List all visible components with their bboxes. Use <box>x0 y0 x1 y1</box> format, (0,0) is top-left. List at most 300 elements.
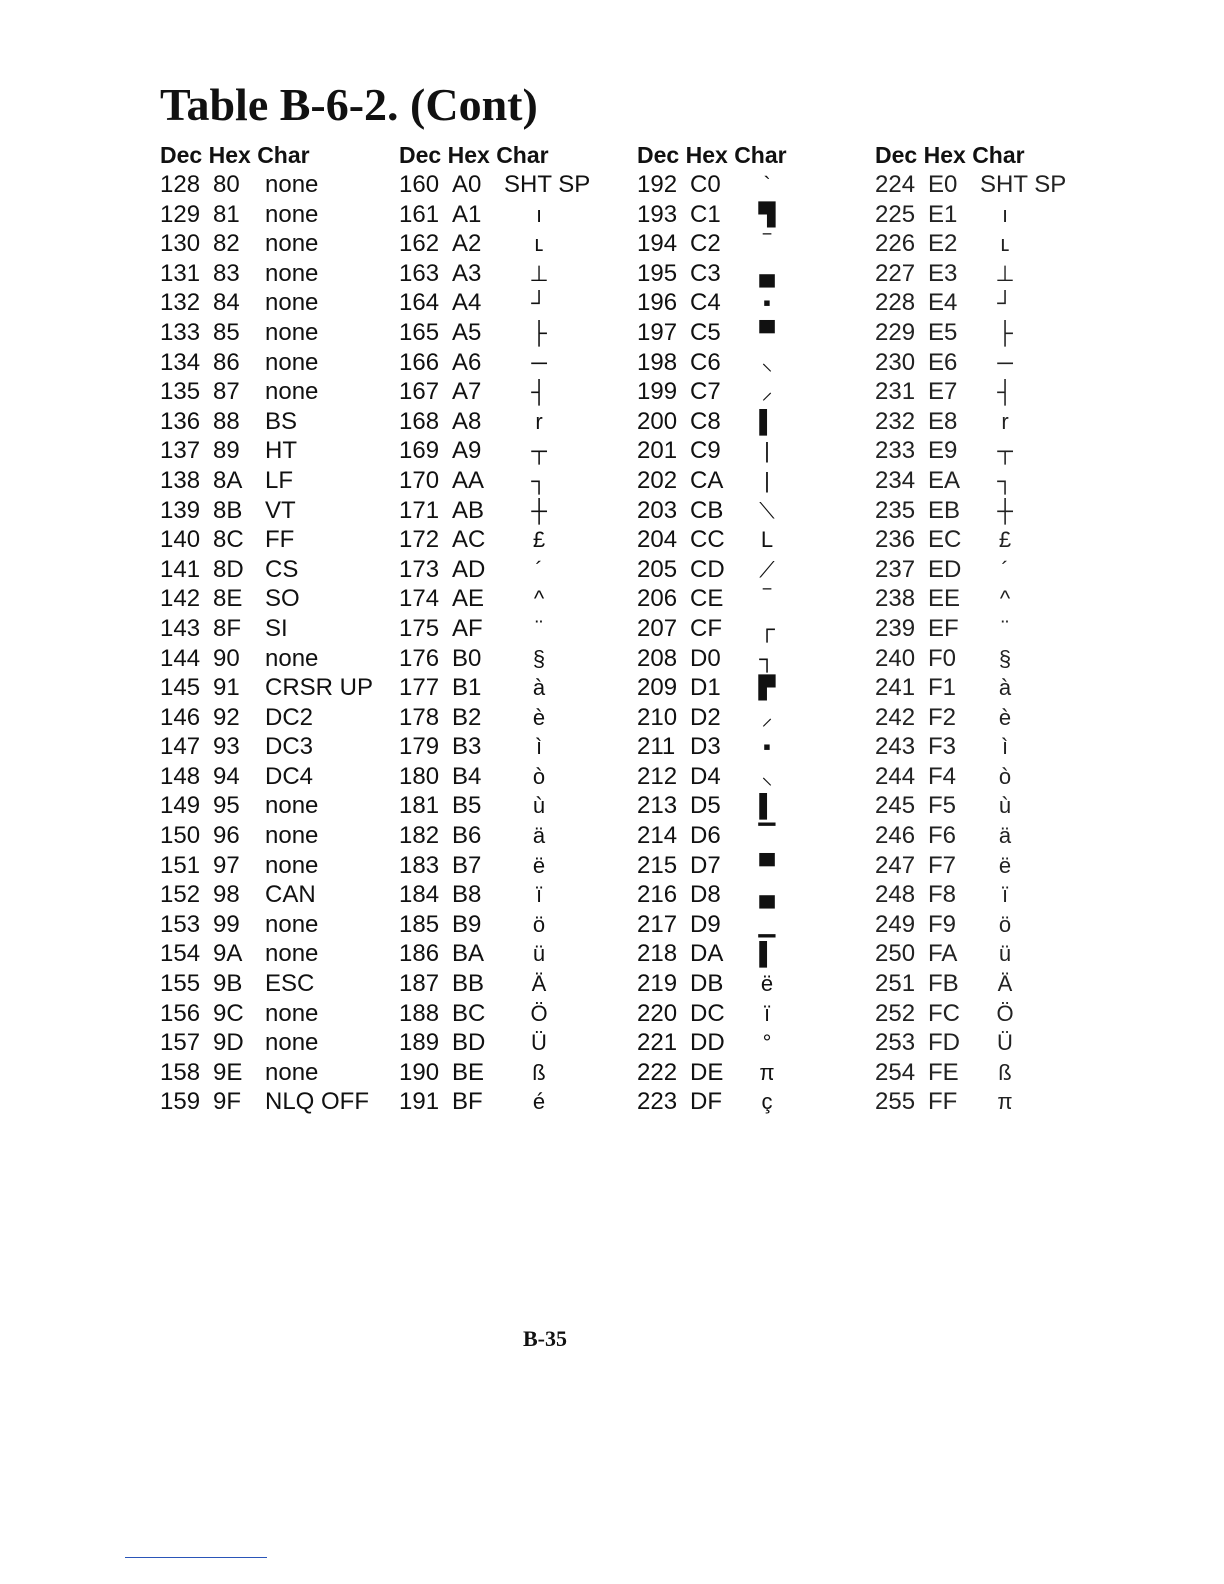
header-char: Char <box>257 142 310 168</box>
dec-cell: 216 <box>637 881 678 909</box>
char-cell: none <box>265 171 319 198</box>
header-char: Char <box>496 142 549 168</box>
table-row <box>637 910 877 940</box>
hex-cell: 84 <box>213 289 240 317</box>
dec-cell: 162 <box>399 230 440 258</box>
hex-cell: CD <box>690 555 725 583</box>
hex-cell: F6 <box>928 822 957 850</box>
table-row <box>637 1087 877 1117</box>
table-row <box>875 999 1115 1029</box>
hex-cell: B7 <box>452 851 482 879</box>
hex-cell: FC <box>928 999 960 1027</box>
char-cell: ı <box>1001 201 1009 227</box>
table-row <box>399 318 639 348</box>
hex-cell: D2 <box>690 703 721 731</box>
table-row <box>875 229 1115 259</box>
hex-cell: F1 <box>928 674 957 702</box>
table-row <box>875 732 1115 762</box>
table-row <box>637 851 877 881</box>
dec-cell: 170 <box>399 466 440 494</box>
dec-cell: 132 <box>160 289 201 317</box>
column-header <box>399 141 639 170</box>
char-cell: π <box>759 1059 775 1085</box>
char-cell: ESC <box>265 970 315 998</box>
dec-cell: 160 <box>399 171 440 198</box>
hex-cell: BF <box>452 1088 483 1116</box>
char-cell: ▀ <box>759 319 775 345</box>
table-row <box>160 348 400 378</box>
hex-cell: 90 <box>213 644 240 672</box>
table-row <box>875 170 1115 200</box>
table-row <box>875 673 1115 703</box>
hex-cell: 80 <box>213 171 240 198</box>
table-row <box>875 348 1115 378</box>
hex-cell: B5 <box>452 792 482 820</box>
dec-cell: 156 <box>160 999 201 1027</box>
dec-cell: 153 <box>160 910 201 938</box>
dec-cell: 134 <box>160 348 201 376</box>
hex-cell: F0 <box>928 644 957 672</box>
dec-cell: 244 <box>875 762 916 790</box>
hex-cell: A4 <box>452 289 482 317</box>
table-row <box>399 939 639 969</box>
char-cell: ┘ <box>997 290 1013 316</box>
dec-cell: 184 <box>399 881 440 909</box>
table-row <box>875 851 1115 881</box>
hex-cell: 86 <box>213 348 240 376</box>
table-row <box>875 288 1115 318</box>
table-row <box>875 1028 1115 1058</box>
hex-cell: C2 <box>690 230 721 258</box>
hex-cell: C9 <box>690 437 721 465</box>
char-cell: ʟ <box>534 231 544 257</box>
hex-cell: B1 <box>452 674 482 702</box>
table-row <box>160 762 400 792</box>
char-cell: ┐ <box>531 467 547 493</box>
hex-cell: BE <box>452 1058 485 1086</box>
dec-cell: 171 <box>399 496 440 524</box>
dec-cell: 182 <box>399 822 440 850</box>
char-cell: DC4 <box>265 762 314 790</box>
hex-cell: AD <box>452 555 486 583</box>
char-cell: ß <box>532 1059 546 1085</box>
dec-cell: 198 <box>637 348 678 376</box>
hex-cell: A5 <box>452 318 482 346</box>
char-cell: ë <box>532 852 546 878</box>
hex-cell: 91 <box>213 674 240 702</box>
char-cell: ʟ <box>1000 231 1010 257</box>
hex-cell: A7 <box>452 378 482 406</box>
dec-cell: 136 <box>160 407 201 435</box>
dec-cell: 240 <box>875 644 916 672</box>
char-cell: ▌ <box>759 941 775 967</box>
table-row <box>399 673 639 703</box>
hex-cell: D8 <box>690 881 721 909</box>
char-cell: ° <box>762 1030 772 1056</box>
char-cell: Ü <box>531 1030 547 1056</box>
table-row <box>399 555 639 585</box>
table-row <box>160 407 400 437</box>
dec-cell: 237 <box>875 555 916 583</box>
table-row <box>399 584 639 614</box>
hex-cell: D9 <box>690 910 721 938</box>
table-row <box>399 525 639 555</box>
table-row <box>399 762 639 792</box>
char-cell: r <box>535 408 543 434</box>
char-cell: NLQ OFF <box>265 1088 370 1116</box>
char-cell: ì <box>535 734 543 760</box>
table-row <box>875 880 1115 910</box>
table-rows <box>160 170 400 1117</box>
table-row <box>399 614 639 644</box>
table-row <box>637 348 877 378</box>
table-row <box>160 525 400 555</box>
hex-cell: E9 <box>928 437 958 465</box>
dec-cell: 137 <box>160 437 201 465</box>
table-row <box>637 288 877 318</box>
char-cell: ⸜ <box>761 763 773 789</box>
dec-cell: 231 <box>875 378 916 406</box>
dec-cell: 202 <box>637 466 678 494</box>
dec-cell: 193 <box>637 200 678 228</box>
hex-cell: C8 <box>690 407 721 435</box>
table-row <box>637 673 877 703</box>
hex-cell: 8C <box>213 526 244 554</box>
char-cell: DC3 <box>265 733 314 761</box>
hex-cell: D3 <box>690 733 721 761</box>
table-row <box>160 851 400 881</box>
dec-cell: 211 <box>637 733 676 761</box>
dec-cell: 161 <box>399 200 440 228</box>
footer-rule <box>125 1557 267 1558</box>
hex-cell: B6 <box>452 822 482 850</box>
char-cell: § <box>532 645 546 671</box>
char-cell: none <box>265 318 319 346</box>
hex-cell: C6 <box>690 348 721 376</box>
hex-cell: CA <box>690 466 724 494</box>
table-row <box>399 288 639 318</box>
table-row <box>399 851 639 881</box>
hex-cell: 96 <box>213 822 240 850</box>
dec-cell: 245 <box>875 792 916 820</box>
hex-cell: 95 <box>213 792 240 820</box>
column-header <box>160 141 400 170</box>
char-cell: none <box>265 1029 319 1057</box>
char-cell: à <box>998 675 1012 701</box>
char-cell: ¨ <box>535 615 543 641</box>
hex-cell: 99 <box>213 910 240 938</box>
table-row <box>637 525 877 555</box>
table-row <box>875 821 1115 851</box>
dec-cell: 191 <box>399 1088 440 1116</box>
hex-cell: 93 <box>213 733 240 761</box>
hex-cell: DB <box>690 970 724 998</box>
hex-cell: 9E <box>213 1058 243 1086</box>
table-row <box>875 703 1115 733</box>
dec-cell: 255 <box>875 1088 916 1116</box>
table-row <box>160 939 400 969</box>
char-cell: ⊥ <box>529 260 549 286</box>
dec-cell: 238 <box>875 585 916 613</box>
dec-cell: 252 <box>875 999 916 1027</box>
char-cell: ┤ <box>531 379 547 405</box>
char-cell: Ö <box>530 1000 548 1026</box>
dec-cell: 150 <box>160 822 201 850</box>
dec-cell: 141 <box>160 555 201 583</box>
dec-cell: 230 <box>875 348 916 376</box>
char-cell: none <box>265 644 319 672</box>
dec-cell: 172 <box>399 526 440 554</box>
char-cell: Ö <box>996 1000 1014 1026</box>
char-cell: SHT SP <box>980 171 1067 198</box>
table-row <box>875 762 1115 792</box>
char-cell: FF <box>265 526 295 554</box>
hex-cell: CC <box>690 526 725 554</box>
dec-cell: 169 <box>399 437 440 465</box>
hex-cell: E5 <box>928 318 958 346</box>
dec-cell: 194 <box>637 230 678 258</box>
table-row <box>399 200 639 230</box>
hex-cell: D7 <box>690 851 721 879</box>
table-row <box>637 762 877 792</box>
hex-cell: B2 <box>452 703 482 731</box>
table-row <box>160 318 400 348</box>
char-cell: £ <box>532 527 546 553</box>
dec-cell: 157 <box>160 1029 201 1057</box>
char-cell: ò <box>532 763 546 789</box>
table-row <box>875 791 1115 821</box>
char-cell: ‾ <box>763 586 771 612</box>
char-cell: DC2 <box>265 703 314 731</box>
hex-cell: 8A <box>213 466 243 494</box>
header-dec: Dec <box>399 142 442 168</box>
hex-cell: BB <box>452 970 485 998</box>
char-cell: ▁ <box>758 911 776 937</box>
table-row <box>875 200 1115 230</box>
hex-cell: B9 <box>452 910 482 938</box>
hex-cell: 9C <box>213 999 244 1027</box>
dec-cell: 196 <box>637 289 678 317</box>
char-cell: ┤ <box>997 379 1013 405</box>
dec-cell: 159 <box>160 1088 201 1116</box>
char-cell: ´ <box>535 556 543 582</box>
dec-cell: 179 <box>399 733 440 761</box>
char-cell: L <box>760 527 774 553</box>
table-column-4 <box>875 141 1115 1117</box>
header-dec: Dec <box>160 142 203 168</box>
dec-cell: 173 <box>399 555 440 583</box>
table-row <box>637 821 877 851</box>
char-cell: none <box>265 940 319 968</box>
dec-cell: 188 <box>399 999 440 1027</box>
char-cell: CRSR UP <box>265 674 374 702</box>
table-column-1 <box>160 141 400 1117</box>
table-row <box>875 525 1115 555</box>
char-cell: ç <box>761 1089 773 1115</box>
hex-cell: CE <box>690 585 724 613</box>
hex-cell: 8B <box>213 496 243 524</box>
table-row <box>399 496 639 526</box>
table-row <box>399 1058 639 1088</box>
char-cell: è <box>998 704 1012 730</box>
dec-cell: 167 <box>399 378 440 406</box>
char-cell: ` <box>763 172 771 197</box>
hex-cell: E3 <box>928 259 958 287</box>
char-cell: ┐ <box>997 467 1013 493</box>
char-cell: none <box>265 230 319 258</box>
table-row <box>160 1087 400 1117</box>
table-row <box>160 1028 400 1058</box>
char-cell: ▛ <box>758 675 776 701</box>
dec-cell: 246 <box>875 822 916 850</box>
char-cell: ┌ <box>759 615 775 641</box>
char-cell: none <box>265 348 319 376</box>
hex-cell: A3 <box>452 259 482 287</box>
dec-cell: 247 <box>875 851 916 879</box>
char-cell: ı <box>535 201 543 227</box>
dec-cell: 168 <box>399 407 440 435</box>
hex-cell: E7 <box>928 378 958 406</box>
char-cell: ù <box>998 793 1012 819</box>
table-row <box>399 703 639 733</box>
dec-cell: 146 <box>160 703 201 731</box>
char-cell: ┐ <box>759 645 775 671</box>
header-dec: Dec <box>875 142 918 168</box>
hex-cell: C0 <box>690 171 721 198</box>
dec-cell: 220 <box>637 999 678 1027</box>
char-cell: ‾ <box>763 231 771 257</box>
hex-cell: BC <box>452 999 486 1027</box>
table-row <box>637 200 877 230</box>
char-cell: ▜ <box>758 201 776 227</box>
hex-cell: ED <box>928 555 962 583</box>
table-row <box>160 229 400 259</box>
dec-cell: 163 <box>399 259 440 287</box>
char-cell: ┼ <box>997 497 1013 523</box>
table-row <box>875 614 1115 644</box>
dec-cell: 174 <box>399 585 440 613</box>
table-row <box>875 466 1115 496</box>
dec-cell: 222 <box>637 1058 678 1086</box>
dec-cell: 175 <box>399 614 440 642</box>
char-cell: ├ <box>531 319 547 345</box>
table-row <box>160 496 400 526</box>
dec-cell: 178 <box>399 703 440 731</box>
hex-cell: 8F <box>213 614 242 642</box>
table-row <box>637 939 877 969</box>
hex-cell: F5 <box>928 792 957 820</box>
table-rows <box>399 170 639 1117</box>
dec-cell: 248 <box>875 881 916 909</box>
char-cell: CAN <box>265 881 316 909</box>
dec-cell: 176 <box>399 644 440 672</box>
hex-cell: E4 <box>928 289 958 317</box>
column-header <box>637 141 877 170</box>
char-cell: ï <box>1001 882 1009 908</box>
char-cell: ò <box>998 763 1012 789</box>
table-row <box>637 880 877 910</box>
dec-cell: 234 <box>875 466 916 494</box>
char-cell: ü <box>998 941 1012 967</box>
dec-cell: 213 <box>637 792 678 820</box>
table-row <box>399 999 639 1029</box>
char-cell: ▪ <box>763 290 771 316</box>
dec-cell: 131 <box>160 259 201 287</box>
dec-cell: 130 <box>160 230 201 258</box>
hex-cell: BA <box>452 940 485 968</box>
char-cell: Ü <box>997 1030 1013 1056</box>
table-row <box>160 999 400 1029</box>
hex-cell: E6 <box>928 348 958 376</box>
dec-cell: 151 <box>160 851 201 879</box>
char-cell: none <box>265 1058 319 1086</box>
dec-cell: 219 <box>637 970 678 998</box>
char-cell: none <box>265 910 319 938</box>
table-row <box>399 170 639 200</box>
table-row <box>399 348 639 378</box>
dec-cell: 155 <box>160 970 201 998</box>
header-hex: Hex <box>447 142 490 168</box>
hex-cell: A2 <box>452 230 482 258</box>
dec-cell: 185 <box>399 910 440 938</box>
dec-cell: 233 <box>875 437 916 465</box>
char-cell: ▔ <box>758 823 776 849</box>
hex-cell: BD <box>452 1029 486 1057</box>
hex-cell: 92 <box>213 703 240 731</box>
char-cell: ─ <box>997 349 1013 375</box>
hex-cell: B8 <box>452 881 482 909</box>
hex-cell: AC <box>452 526 486 554</box>
hex-cell: FD <box>928 1029 960 1057</box>
dec-cell: 215 <box>637 851 678 879</box>
dec-cell: 128 <box>160 171 201 198</box>
char-cell: ë <box>998 852 1012 878</box>
table-row <box>160 555 400 585</box>
char-cell: ä <box>532 823 546 849</box>
table-row <box>637 555 877 585</box>
hex-cell: F2 <box>928 703 957 731</box>
table-row <box>637 969 877 999</box>
hex-cell: FB <box>928 970 959 998</box>
table-row <box>399 732 639 762</box>
char-cell: none <box>265 378 319 406</box>
hex-cell: B4 <box>452 762 482 790</box>
char-cell: ┬ <box>531 438 547 464</box>
header-dec: Dec <box>637 142 680 168</box>
char-cell: ü <box>532 941 546 967</box>
char-cell: ▌ <box>759 408 775 434</box>
table-row <box>637 732 877 762</box>
char-cell: BS <box>265 407 298 435</box>
column-header <box>875 141 1115 170</box>
dec-cell: 208 <box>637 644 678 672</box>
hex-cell: C5 <box>690 318 721 346</box>
char-cell: ⊥ <box>995 260 1015 286</box>
dec-cell: 200 <box>637 407 678 435</box>
header-char: Char <box>972 142 1025 168</box>
dec-cell: 190 <box>399 1058 440 1086</box>
char-cell: VT <box>265 496 296 524</box>
table-row <box>875 318 1115 348</box>
dec-cell: 224 <box>875 171 916 198</box>
char-cell: ï <box>763 1000 771 1026</box>
table-row <box>637 229 877 259</box>
header-hex: Hex <box>923 142 966 168</box>
table-row <box>160 644 400 674</box>
hex-cell: DF <box>690 1088 722 1116</box>
table-row <box>160 614 400 644</box>
table-rows <box>637 170 877 1117</box>
